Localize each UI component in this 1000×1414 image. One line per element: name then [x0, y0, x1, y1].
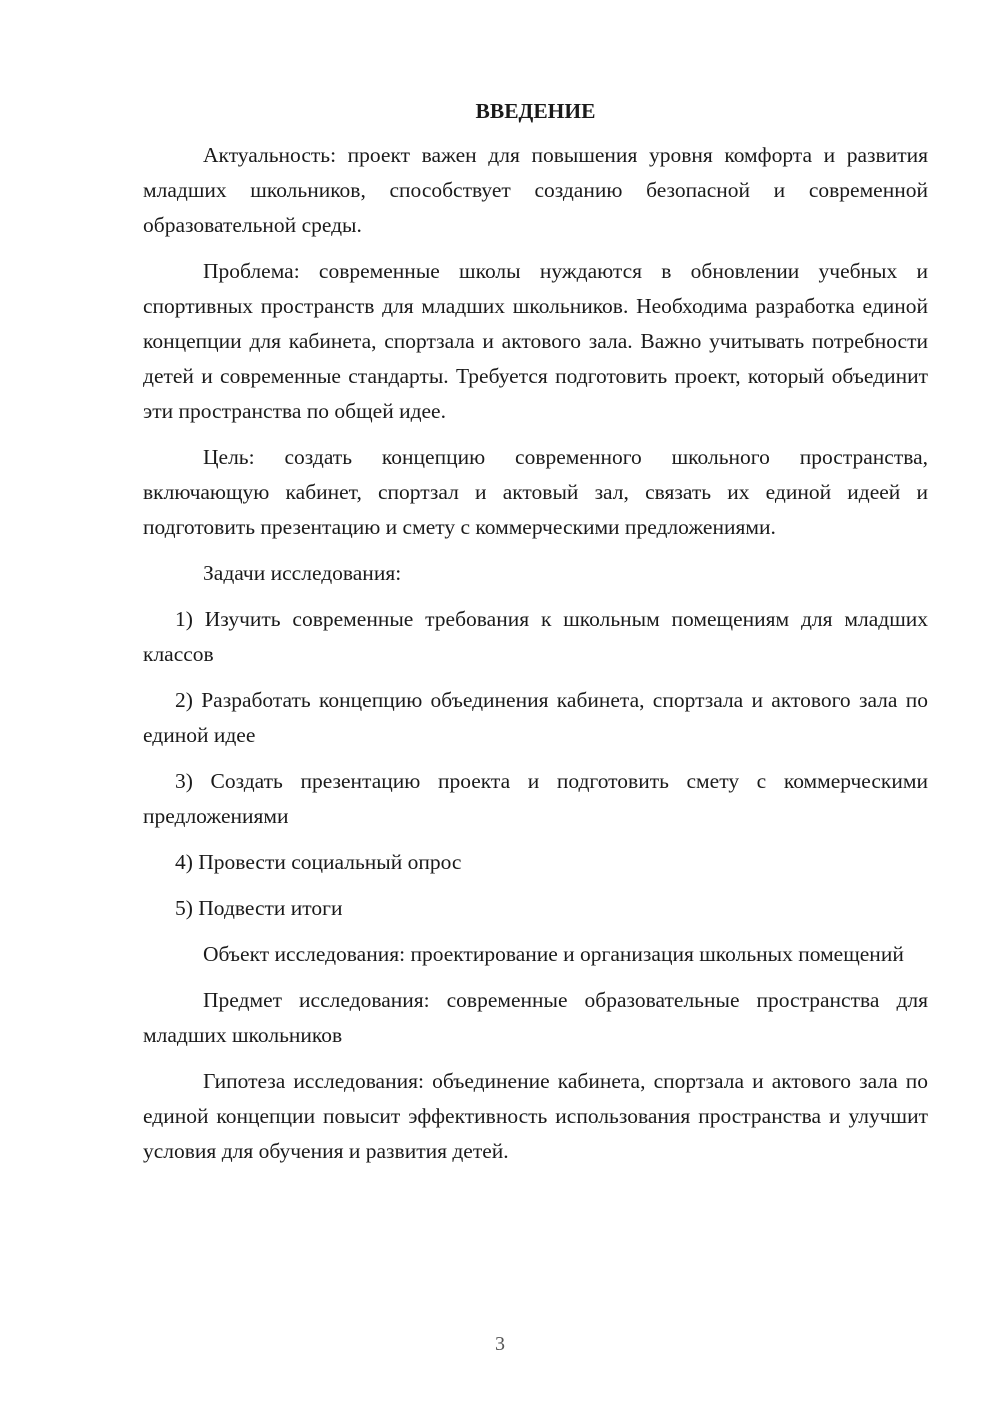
subject-paragraph: Предмет исследования: современные образовательные пространства для младших школьников	[143, 988, 928, 1047]
task-item: 2) Разработать концепцию объединения кабинета, спортзала и актового зала по единой идее	[143, 688, 928, 747]
task-item: 1) Изучить современные требования к школьным помещениям для младших классов	[143, 607, 928, 666]
relevance-paragraph: Актуальность: проект важен для повышения уровня комфорта и развития младших школьников, способствует созданию безопасной и современной образовательной среды.	[143, 143, 928, 237]
task-item: 4) Провести социальный опрос	[175, 850, 462, 874]
goal-paragraph: Цель: создать концепцию современного школьного пространства, включающую кабинет, спортзал и актовый зал, связать их единой идеей и подготовить презентацию и смету с коммерческими предложениями.	[143, 445, 928, 539]
page-number: 3	[495, 1333, 505, 1355]
task-item: 5) Подвести итоги	[175, 896, 343, 920]
object-paragraph: Объект исследования: проектирование и организация школьных помещений	[203, 942, 904, 966]
tasks-heading: Задачи исследования:	[203, 561, 402, 585]
task-item: 3) Создать презентацию проекта и подготовить смету с коммерческими предложениями	[143, 769, 928, 828]
problem-paragraph: Проблема: современные школы нуждаются в обновлении учебных и спортивных пространств для младших школьников. Необходима разработка единой концепции для кабинета, спортзала и актового зала. Важно учитывать потребности детей и современные стандарты. Требуется подготовить проект, который объединит эти пространства по общей идее.	[143, 259, 928, 423]
document-page	[143, 95, 928, 1180]
hypothesis-paragraph: Гипотеза исследования: объединение кабинета, спортзала и актового зала по единой концепции повысит эффективность использования пространства и улучшит условия для обучения и развития детей.	[143, 1069, 928, 1163]
section-title: ВВЕДЕНИЕ	[475, 99, 596, 123]
